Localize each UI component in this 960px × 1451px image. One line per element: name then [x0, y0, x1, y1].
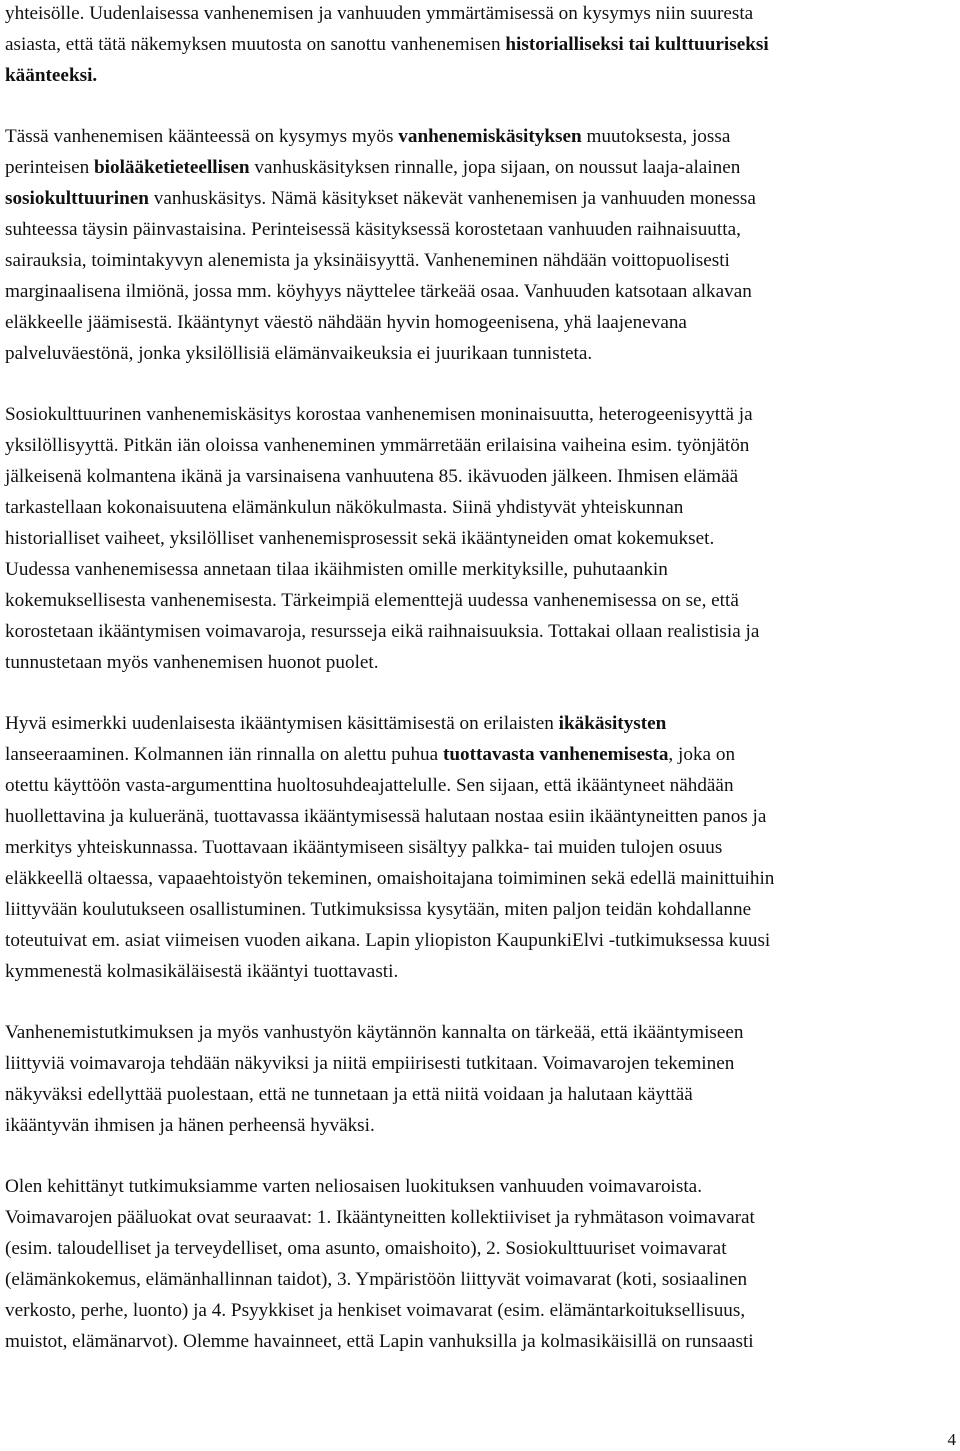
paragraph	[5, 708, 953, 987]
text-line	[5, 1171, 953, 1202]
text-run: vanhuskäsitys. Nämä käsitykset näkevät vanhenemisen ja vanhuuden monessa	[148, 188, 756, 209]
text-run: suhteessa täysin päinvastaisina. Perinteisessä käsityksessä korostetaan vanhuuden raihnaisuutta,	[5, 219, 741, 240]
bold-term: biolääketieteellisen	[93, 157, 250, 178]
text-run: näkyväksi edellyttää puolestaan, että ne tunnetaan ja että niitä voidaan ja halutaan käyttää	[5, 1084, 693, 1105]
text-run: (esim. taloudelliset ja terveydelliset, oma asunto, omaishoito), 2. Sosiokulttuuriset voimavarat	[5, 1238, 727, 1259]
text-run: yksilöllisyyttä. Pitkän iän oloissa vanheneminen ymmärretään erilaisina vaiheina esim. työnjätön	[5, 435, 750, 456]
text-run: Uudessa vanhenemisessa annetaan tilaa ikäihmisten omille merkityksille, puhutaankin	[5, 559, 668, 580]
text-line	[5, 430, 953, 461]
text-run: huollettavina ja kulueränä, tuottavassa ikääntymisessä halutaan nostaa esiin ikääntyneitten panos ja	[5, 806, 767, 827]
text-run: muistot, elämänarvot). Olemme havainneet, että Lapin vanhuksilla ja kolmasikäisillä on runsaasti	[5, 1331, 754, 1352]
text-run: eläkkeelle jäämisestä. Ikääntynyt väestö nähdään hyvin homogeenisena, yhä laajenevana	[5, 312, 687, 333]
text-line	[5, 739, 953, 770]
bold-term: historialliseksi tai kulttuuriseksi	[505, 34, 769, 55]
text-run: historialliset vaiheet, yksilölliset vanhenemisprosessit sekä ikääntyneiden omat kokemukset.	[5, 528, 715, 549]
text-run: Tässä vanhenemisen käänteessä on kysymys myös	[5, 126, 399, 147]
text-line	[5, 0, 953, 29]
text-line	[5, 276, 953, 307]
text-line	[5, 338, 953, 369]
text-line	[5, 1326, 953, 1357]
paragraph	[5, 1171, 953, 1357]
bold-term: tuottavasta vanhenemisesta	[442, 744, 669, 765]
text-run: jälkeisenä kolmantena ikänä ja varsinaisena vanhuutena 85. ikävuoden jälkeen. Ihmisen elämää	[5, 466, 739, 487]
text-run: vanhuskäsityksen rinnalle, jopa sijaan, on noussut laaja-alainen	[249, 157, 741, 178]
text-line	[5, 956, 953, 987]
text-line	[5, 832, 953, 863]
text-line	[5, 60, 953, 91]
page-number: 4	[947, 1430, 956, 1449]
text-run: tarkastellaan kokonaisuutena elämänkulun näkökulmasta. Siinä yhdistyvät yhteiskunnan	[5, 497, 684, 518]
text-line	[5, 399, 953, 430]
text-run: tunnustetaan myös vanhenemisen huonot puolet.	[5, 652, 379, 673]
text-run: merkitys yhteiskunnassa. Tuottavaan ikääntymiseen sisältyy palkka- tai muiden tulojen osuus	[5, 837, 723, 858]
text-line	[5, 1264, 953, 1295]
text-run: lanseeraaminen. Kolmannen iän rinnalla on alettu puhua	[5, 744, 443, 765]
text-run: Voimavarojen pääluokat ovat seuraavat: 1. Ikääntyneitten kollektiiviset ja ryhmätason voimavarat	[5, 1207, 755, 1228]
text-line	[5, 863, 953, 894]
text-run: ikääntyvän ihmisen ja hänen perheensä hyväksi.	[5, 1115, 375, 1136]
text-line	[5, 708, 953, 739]
text-line	[5, 461, 953, 492]
text-line	[5, 523, 953, 554]
text-run: perinteisen	[5, 157, 94, 178]
text-line	[5, 492, 953, 523]
bold-term: ikäkäsitysten	[558, 713, 667, 734]
text-run: muutoksesta, jossa	[581, 126, 731, 147]
text-run: sairauksia, toimintakyvyn alenemista ja yksinäisyyttä. Vanheneminen nähdään voittopuolisesti	[5, 250, 730, 271]
text-line	[5, 1048, 953, 1079]
paragraph	[5, 1017, 953, 1141]
text-run: toteutuivat em. asiat viimeisen vuoden aikana. Lapin yliopiston KaupunkiElvi -tutkimuksessa kuusi	[5, 930, 771, 951]
paragraph	[5, 121, 953, 369]
text-run: asiasta, että tätä näkemyksen muutosta on sanottu vanhenemisen	[5, 34, 506, 55]
text-line	[5, 1017, 953, 1048]
text-line	[5, 307, 953, 338]
body-text	[5, 0, 953, 1357]
text-line	[5, 925, 953, 956]
text-line	[5, 1233, 953, 1264]
text-line	[5, 214, 953, 245]
text-line	[5, 801, 953, 832]
bold-term: käänteeksi.	[5, 65, 98, 86]
paragraph	[5, 399, 953, 678]
bold-term: vanhenemiskäsityksen	[398, 126, 582, 147]
text-run: , joka on	[668, 744, 736, 765]
text-run: Olen kehittänyt tutkimuksiamme varten neliosaisen luokituksen vanhuuden voimavaroista.	[5, 1176, 702, 1197]
text-line	[5, 1295, 953, 1326]
text-run: korostetaan ikääntymisen voimavaroja, resursseja eikä raihnaisuuksia. Tottakai ollaan realistisia ja	[5, 621, 760, 642]
text-run: Vanhenemistutkimuksen ja myös vanhustyön käytännön kannalta on tärkeää, että ikääntymiseen	[5, 1022, 744, 1043]
text-line	[5, 585, 953, 616]
text-line	[5, 1202, 953, 1233]
text-line	[5, 29, 953, 60]
text-run: palveluväestönä, jonka yksilöllisiä elämänvaikeuksia ei juurikaan tunnisteta.	[5, 343, 593, 364]
text-line	[5, 770, 953, 801]
text-line	[5, 183, 953, 214]
text-line	[5, 647, 953, 678]
text-run: marginaalisena ilmiönä, jossa mm. köyhyys näyttelee tärkeää osaa. Vanhuuden katsotaan alkavan	[5, 281, 752, 302]
text-line	[5, 894, 953, 925]
document-page	[5, 0, 953, 1387]
text-line	[5, 121, 953, 152]
text-run: kokemuksellisesta vanhenemisesta. Tärkeimpiä elementtejä uudessa vanhenemisessa on se, että	[5, 590, 739, 611]
text-run: Hyvä esimerkki uudenlaisesta ikääntymisen käsittämisestä on erilaisten	[5, 713, 559, 734]
bold-term: sosiokulttuurinen	[5, 188, 149, 209]
text-line	[5, 554, 953, 585]
text-run: otettu käyttöön vasta-argumenttina huoltosuhdeajattelulle. Sen sijaan, että ikääntyneet nähdään	[5, 775, 734, 796]
text-line	[5, 152, 953, 183]
text-run: Sosiokulttuurinen vanhenemiskäsitys korostaa vanhenemisen moninaisuutta, heterogeenisyyttä ja	[5, 404, 753, 425]
text-run: verkosto, perhe, luonto) ja 4. Psyykkiset ja henkiset voimavarat (esim. elämäntarkoituksellisuus,	[5, 1300, 746, 1321]
text-run: kymmenestä kolmasikäläisestä ikääntyi tuottavasti.	[5, 961, 399, 982]
text-run: eläkkeellä oltaessa, vapaaehtoistyön tekeminen, omaishoitajana toimiminen sekä edellä mainittuihin	[5, 868, 775, 889]
text-line	[5, 1110, 953, 1141]
text-run: (elämänkokemus, elämänhallinnan taidot), 3. Ympäristöön liittyvät voimavarat (koti, sosiaalinen	[5, 1269, 748, 1290]
text-line	[5, 245, 953, 276]
paragraph	[5, 0, 953, 91]
text-line	[5, 1079, 953, 1110]
text-run: liittyvään koulutukseen osallistuminen. Tutkimuksissa kysytään, miten paljon teidän kohdallanne	[5, 899, 752, 920]
text-run: liittyviä voimavaroja tehdään näkyviksi ja niitä empiirisesti tutkitaan. Voimavarojen tekeminen	[5, 1053, 735, 1074]
text-run: yhteisölle. Uudenlaisessa vanhenemisen ja vanhuuden ymmärtämisessä on kysymys niin suuresta	[5, 3, 754, 24]
text-line	[5, 616, 953, 647]
